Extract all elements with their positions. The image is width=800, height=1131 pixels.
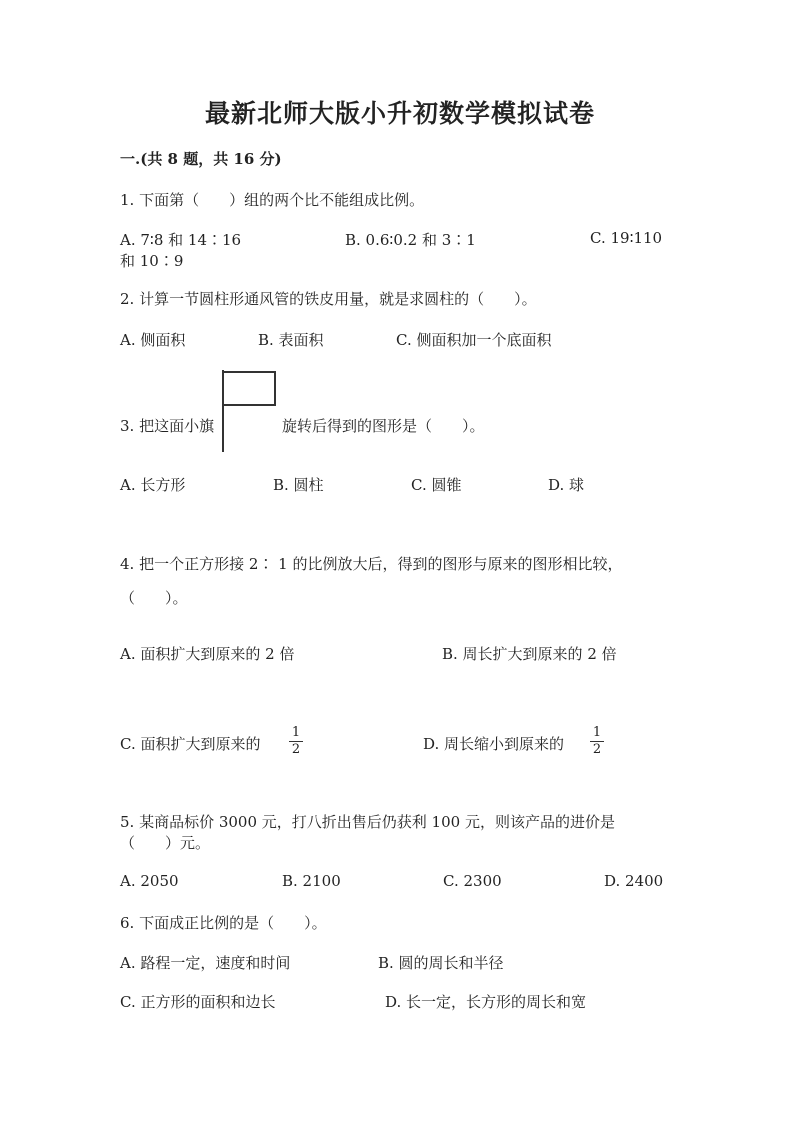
question-2-stem: 2. 计算一节圆柱形通风管的铁皮用量，就是求圆柱的（ ）。	[120, 290, 537, 308]
question-1-stem: 1. 下面第（ ）组的两个比不能组成比例。	[120, 191, 425, 209]
section-heading: 一.(共 8 题，共 16 分)	[120, 150, 282, 168]
question-3-option-c: C. 圆锥	[411, 476, 462, 494]
question-5-stem-continued: （ ）元。	[120, 834, 211, 852]
question-3-option-a: A. 长方形	[120, 476, 186, 494]
question-1-option-a: A. 7∶8 和 14∶16	[120, 231, 242, 249]
question-3-option-b: B. 圆柱	[273, 476, 324, 494]
question-1-option-b: B. 0.6∶0.2 和 3∶1	[345, 231, 476, 249]
fraction-denominator: 2	[592, 742, 602, 757]
question-5-option-d: D. 2400	[604, 872, 664, 890]
flag-figure-banner	[223, 371, 276, 406]
question-4-option-d: D. 周长缩小到原来的	[423, 735, 565, 753]
question-6-option-c: C. 正方形的面积和边长	[120, 993, 276, 1011]
question-2-option-c: C. 侧面积加一个底面积	[396, 331, 552, 349]
question-5-stem: 5. 某商品标价 3000 元，打八折出售后仍获利 100 元，则该产品的进价是	[120, 813, 615, 831]
question-2-option-b: B. 表面积	[258, 331, 324, 349]
question-1-option-c: C. 19∶110	[590, 229, 663, 247]
question-5-option-b: B. 2100	[282, 872, 341, 890]
question-3-stem-end: 旋转后得到的图形是（ ）。	[282, 417, 485, 435]
question-6-option-a: A. 路程一定，速度和时间	[120, 954, 291, 972]
question-3-stem-start: 3. 把这面小旗	[120, 417, 215, 435]
question-6-option-d: D. 长一定，长方形的周长和宽	[385, 993, 587, 1011]
question-4-stem: 4. 把一个正方形接 2∶ 1 的比例放大后，得到的图形与原来的图形相比较，	[120, 555, 623, 573]
question-4-stem-continued: （ ）。	[120, 589, 188, 607]
question-4-option-b: B. 周长扩大到原来的 2 倍	[442, 645, 617, 663]
page-title: 最新北师大版小升初数学模拟试卷	[204, 99, 595, 128]
fraction-denominator: 2	[291, 742, 301, 757]
question-4-option-c: C. 面积扩大到原来的	[120, 735, 261, 753]
question-6-option-b: B. 圆的周长和半径	[378, 954, 504, 972]
question-5-option-c: C. 2300	[443, 872, 502, 890]
question-5-option-a: A. 2050	[120, 872, 179, 890]
question-4-option-d-fraction	[590, 726, 604, 757]
fraction-numerator: 1	[291, 725, 301, 740]
fraction-numerator: 1	[592, 725, 602, 740]
question-2-option-a: A. 侧面积	[120, 331, 186, 349]
question-4-option-a: A. 面积扩大到原来的 2 倍	[120, 645, 295, 663]
question-4-option-c-fraction	[289, 726, 303, 757]
question-6-stem: 6. 下面成正比例的是（ ）。	[120, 914, 327, 932]
question-3-option-d: D. 球	[548, 476, 585, 494]
question-1-option-c-continued: 和 10∶9	[120, 252, 184, 270]
